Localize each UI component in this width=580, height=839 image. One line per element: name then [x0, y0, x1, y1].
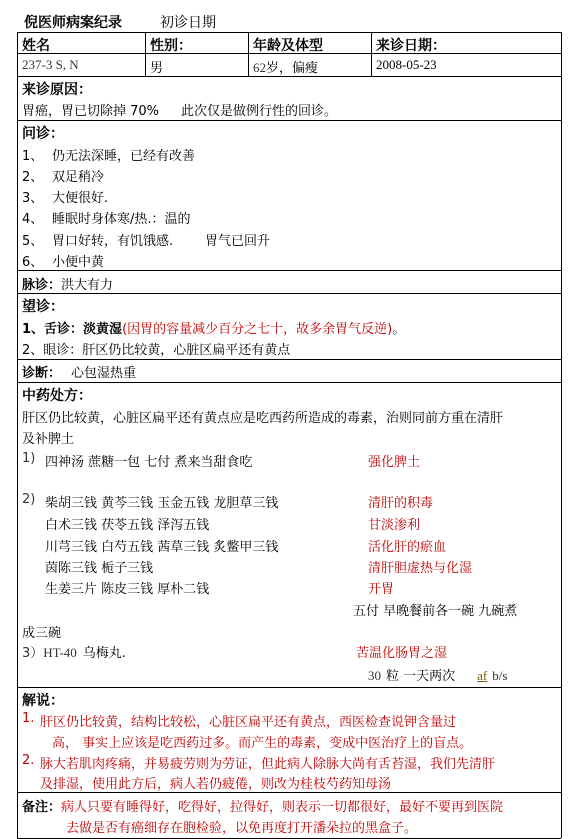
rx1-num: 1)	[22, 451, 36, 466]
inquiry-num: 2、	[22, 170, 44, 185]
eye-label: 2、眼诊：	[22, 343, 83, 358]
rx1-text: 四神汤 蔗糖一包 七付 煮来当甜食吃	[45, 455, 253, 470]
table-border-right	[561, 32, 562, 838]
eye-row	[22, 339, 290, 358]
inquiry-num: 6、	[22, 255, 44, 270]
diagnosis-text: 心包湿热重	[71, 366, 137, 381]
rx2-herbs: 川芎三钱 白芍五钱 茜草三钱 炙鳖甲三钱	[45, 540, 279, 555]
rx3-num: 3）	[22, 646, 44, 661]
explanation-text: 脉大若肌肉疼痛，并易疲劳则为劳证，但此病人除脉大尚有舌苔湿，我们先清肝	[40, 757, 496, 772]
rx2-herbs: 白术三钱 茯苓五钱 泽泻五钱	[45, 518, 210, 533]
rx2-herbs: 茵陈三钱 栀子三钱	[45, 561, 154, 576]
inquiry-text: 睡眠时身体寒/热.：温的	[52, 212, 191, 227]
col-divider	[371, 32, 372, 76]
rx3-code: HT-40	[43, 645, 77, 660]
age-number: 62	[253, 60, 266, 75]
inquiry-num: 3、	[22, 191, 44, 206]
rx3-dose-num: 30	[368, 668, 381, 683]
rx3-row	[22, 642, 126, 661]
col-divider	[145, 32, 146, 76]
row-divider	[17, 120, 561, 121]
reason-text	[22, 100, 337, 119]
prescription-intro: 肝区仍比较黄，心脏区扁平还有黄点应是吃西药所造成的毒素，治则同前方重在清肝	[22, 411, 504, 426]
rx2-note: 活化肝的瘀血	[368, 540, 447, 555]
tongue-end: 。	[392, 322, 406, 337]
reason-part-a: 胃癌，胃已切除掉 70%	[22, 104, 160, 119]
document-title: 倪医师病案纪录	[24, 15, 122, 31]
row-divider	[17, 76, 561, 77]
rx3-note: 苦温化肠胃之湿	[356, 646, 448, 661]
tongue-label: 1、舌诊：	[22, 322, 84, 337]
inquiry-text: 胃口好转，有饥饿感.	[52, 234, 174, 249]
rx3-bs: b/s	[492, 668, 508, 683]
visit-date-label: 来诊日期：	[376, 38, 446, 54]
inquiry-label: 问诊：	[22, 126, 64, 142]
table-border-left	[17, 32, 18, 838]
rx2-herbs: 柴胡三钱 黄芩三钱 玉金五钱 龙胆草三钱	[45, 496, 279, 511]
note-text: 病人只要有睡得好，吃得好，拉得好，则表示一切都很好，最好不要再到医院	[61, 800, 504, 815]
eye-text: 肝区仍比较黄，心脏区扁平还有黄点	[82, 343, 291, 358]
rx3-code2: af	[477, 668, 488, 683]
patient-id: 237-3 S, N	[22, 57, 79, 72]
explanation-label: 解说：	[22, 693, 64, 709]
rx2-num: 2)	[22, 492, 36, 507]
inquiry-text: 仍无法深睡，已经有改善	[52, 149, 196, 164]
inquiry-extra: 胃气已回升	[205, 234, 271, 249]
tongue-note: (因胃的容量减少百分之七十，故多余胃气反逆)	[122, 322, 393, 337]
tongue-value: 淡黄湿	[83, 322, 123, 337]
name-label: 姓名	[22, 38, 50, 54]
explanation-text: 高， 事实上应该是吃西药过多。而产生的毒素，变成中医治疗上的盲点。	[52, 736, 473, 751]
note-text-cont: 去做是否有癌细存在胞检验，以免再度打开潘朵拉的黑盒子。	[66, 821, 418, 836]
first-visit-date-label: 初诊日期	[160, 15, 216, 31]
prescription-label: 中药处方：	[22, 388, 92, 404]
prescription-intro: 及补脾土	[22, 432, 75, 447]
inquiry-text: 双足稍冷	[52, 170, 105, 185]
rx3-dose-text: 粒 一天两次	[386, 669, 456, 684]
col-divider	[248, 32, 249, 76]
explanation-num: 2.	[22, 753, 35, 768]
row-divider	[17, 792, 561, 793]
inquiry-num: 5、	[22, 234, 44, 249]
row-divider	[17, 270, 561, 271]
rx2-dosage: 五付 早晚餐前各一碗 九碗煮	[353, 604, 518, 619]
pulse-text: 洪大有力	[61, 278, 114, 293]
age-build-label: 年龄及体型	[253, 38, 323, 54]
rx2-note: 甘淡渗利	[368, 518, 421, 533]
visit-date-value: 2008-05-23	[376, 57, 437, 72]
rx2-note: 清肝的积毒	[368, 496, 434, 511]
inquiry-text: 大便很好.	[52, 191, 109, 206]
age-build-text: 岁，偏瘦	[266, 61, 319, 76]
rx2-note: 清肝胆虚热与化湿	[368, 561, 473, 576]
observation-label: 望诊：	[22, 299, 64, 315]
explanation-num: 1.	[22, 711, 35, 726]
inquiry-text: 小便中黄	[52, 255, 105, 270]
rx2-note: 开胃	[368, 582, 395, 597]
pulse-row	[22, 274, 113, 293]
explanation-text: 肝区仍比较黄，结构比较松，心脏区扁平还有黄点，西医检查说钾含量过	[40, 715, 457, 730]
rx2-herbs: 生姜三片 陈皮三钱 厚朴二钱	[45, 582, 210, 597]
inquiry-num: 1、	[22, 149, 44, 164]
rx3-dose	[368, 665, 507, 684]
row-divider	[17, 382, 561, 383]
reason-label: 来诊原因：	[22, 82, 92, 98]
rx3-name: 乌梅丸.	[82, 646, 126, 661]
note-row	[22, 796, 503, 815]
row-divider	[17, 293, 561, 294]
explanation-text: 及排湿，使用此方后，病人若仍疲倦，则改为桂枝芍药知母汤	[40, 777, 392, 792]
tongue-row	[22, 318, 405, 337]
patient-age	[253, 57, 318, 76]
gender-label: 性别：	[150, 38, 192, 54]
pulse-label: 脉诊：	[22, 278, 62, 293]
rx1-note: 强化脾土	[368, 455, 421, 470]
diagnosis-label: 诊断：	[22, 366, 62, 381]
row-divider	[17, 687, 561, 688]
patient-gender: 男	[150, 61, 164, 76]
inquiry-num: 4、	[22, 212, 44, 227]
note-label: 备注：	[22, 800, 62, 815]
table-border-top	[17, 32, 561, 33]
diagnosis-row	[22, 362, 136, 381]
row-divider	[17, 359, 561, 360]
reason-part-b: 此次仅是做例行性的回诊。	[181, 104, 338, 119]
rx2-dosage-cont: 成三碗	[22, 626, 62, 641]
